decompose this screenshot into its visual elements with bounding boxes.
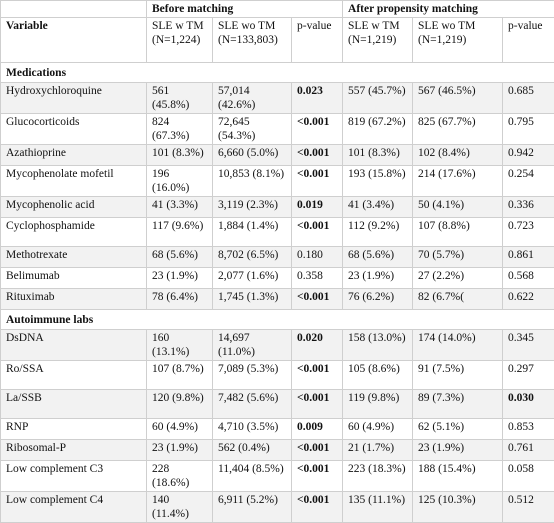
cell-after-pvalue: 0.568 — [503, 268, 554, 289]
cell-after-with-tm: 135 (11.1%) — [343, 492, 413, 523]
cell-before-pvalue: 0.019 — [292, 197, 343, 218]
column-header-before-pvalue: p-value — [292, 18, 343, 63]
cell-after-pvalue: 0.297 — [503, 361, 554, 390]
cell-before-with-tm: 60 (4.9%) — [147, 419, 213, 440]
cell-before-pvalue: <0.001 — [292, 114, 343, 145]
cell-after-without-tm: 91 (7.5%) — [413, 361, 503, 390]
cell-before-with-tm: 41 (3.3%) — [147, 197, 213, 218]
cell-before-without-tm: 8,702 (6.5%) — [213, 247, 292, 268]
cell-after-with-tm: 21 (1.7%) — [343, 440, 413, 461]
cell-before-pvalue: <0.001 — [292, 461, 343, 492]
cell-before-with-tm: 101 (8.3%) — [147, 145, 213, 166]
cell-before-without-tm: 562 (0.4%) — [213, 440, 292, 461]
cell-before-pvalue: <0.001 — [292, 361, 343, 390]
cell-before-with-tm: 78 (6.4%) — [147, 289, 213, 310]
cell-before-with-tm: 160 (13.1%) — [147, 330, 213, 361]
table-row — [1, 197, 554, 218]
cell-after-with-tm: 557 (45.7%) — [343, 83, 413, 114]
cell-before-without-tm: 11,404 (8.5%) — [213, 461, 292, 492]
cell-before-with-tm: 23 (1.9%) — [147, 268, 213, 289]
cell-before-pvalue: 0.180 — [292, 247, 343, 268]
cell-after-pvalue: 0.336 — [503, 197, 554, 218]
cell-before-with-tm: 824 (67.3%) — [147, 114, 213, 145]
cell-after-with-tm: 119 (9.8%) — [343, 390, 413, 419]
cell-before-with-tm: 68 (5.6%) — [147, 247, 213, 268]
cell-before-without-tm: 10,853 (8.1%) — [213, 166, 292, 197]
cell-after-without-tm: 102 (8.4%) — [413, 145, 503, 166]
cell-before-without-tm: 1,884 (1.4%) — [213, 218, 292, 247]
table-row — [1, 461, 554, 492]
cell-before-pvalue: <0.001 — [292, 166, 343, 197]
cell-before-pvalue: 0.358 — [292, 268, 343, 289]
cell-variable: La/SSB — [1, 390, 147, 419]
cell-after-without-tm: 188 (15.4%) — [413, 461, 503, 492]
cell-after-without-tm: 50 (4.1%) — [413, 197, 503, 218]
cell-variable: Mycophenolic acid — [1, 197, 147, 218]
cell-variable: Mycophenolate mofetil — [1, 166, 147, 197]
table-row — [1, 330, 554, 361]
table-row — [1, 218, 554, 247]
table-row — [1, 361, 554, 390]
cell-after-without-tm: 70 (5.7%) — [413, 247, 503, 268]
table-row — [1, 289, 554, 310]
cell-variable: Glucocorticoids — [1, 114, 147, 145]
cell-after-pvalue: 0.761 — [503, 440, 554, 461]
cell-before-pvalue: 0.023 — [292, 83, 343, 114]
cell-variable: Azathioprine — [1, 145, 147, 166]
cell-before-pvalue: 0.020 — [292, 330, 343, 361]
table-row — [1, 83, 554, 114]
column-header-after-with-tm: SLE w TM (N=1,219) — [343, 18, 413, 63]
cell-after-without-tm: 23 (1.9%) — [413, 440, 503, 461]
cell-after-with-tm: 76 (6.2%) — [343, 289, 413, 310]
group-header-before-matching: Before matching — [147, 1, 343, 18]
cell-after-without-tm: 89 (7.3%) — [413, 390, 503, 419]
cell-after-with-tm: 112 (9.2%) — [343, 218, 413, 247]
cell-before-without-tm: 72,645 (54.3%) — [213, 114, 292, 145]
cell-variable: Hydroxychloroquine — [1, 83, 147, 114]
cell-after-pvalue: 0.723 — [503, 218, 554, 247]
header-blank — [1, 1, 147, 18]
cell-after-with-tm: 223 (18.3%) — [343, 461, 413, 492]
table-row — [1, 166, 554, 197]
cell-before-with-tm: 117 (9.6%) — [147, 218, 213, 247]
cell-before-without-tm: 3,119 (2.3%) — [213, 197, 292, 218]
cell-after-without-tm: 82 (6.7%( — [413, 289, 503, 310]
table-row — [1, 419, 554, 440]
section-title: Autoimmune labs — [1, 310, 554, 330]
cell-before-without-tm: 7,482 (5.6%) — [213, 390, 292, 419]
cell-after-with-tm: 158 (13.0%) — [343, 330, 413, 361]
cell-after-pvalue: 0.512 — [503, 492, 554, 523]
cell-after-with-tm: 68 (5.6%) — [343, 247, 413, 268]
cell-before-without-tm: 6,660 (5.0%) — [213, 145, 292, 166]
cell-variable: Methotrexate — [1, 247, 147, 268]
cell-after-pvalue: 0.861 — [503, 247, 554, 268]
table-row — [1, 145, 554, 166]
cell-after-pvalue: 0.942 — [503, 145, 554, 166]
cell-before-pvalue: 0.009 — [292, 419, 343, 440]
group-header-after-matching: After propensity matching — [343, 1, 554, 18]
cell-before-without-tm: 2,077 (1.6%) — [213, 268, 292, 289]
cell-variable: DsDNA — [1, 330, 147, 361]
cell-before-pvalue: <0.001 — [292, 218, 343, 247]
cell-before-without-tm: 4,710 (3.5%) — [213, 419, 292, 440]
cell-after-pvalue: 0.254 — [503, 166, 554, 197]
cell-after-without-tm: 62 (5.1%) — [413, 419, 503, 440]
cell-after-with-tm: 101 (8.3%) — [343, 145, 413, 166]
cell-after-without-tm: 107 (8.8%) — [413, 218, 503, 247]
section-title: Medications — [1, 63, 554, 83]
cell-after-without-tm: 825 (67.7%) — [413, 114, 503, 145]
cell-before-pvalue: <0.001 — [292, 440, 343, 461]
table-row — [1, 440, 554, 461]
cell-variable: Rituximab — [1, 289, 147, 310]
table-row — [1, 492, 554, 523]
cell-variable: Low complement C3 — [1, 461, 147, 492]
cell-after-without-tm: 125 (10.3%) — [413, 492, 503, 523]
cell-after-pvalue: 0.795 — [503, 114, 554, 145]
cell-before-pvalue: <0.001 — [292, 145, 343, 166]
cell-before-with-tm: 228 (18.6%) — [147, 461, 213, 492]
cell-variable: Ribosomal-P — [1, 440, 147, 461]
cell-after-pvalue: 0.622 — [503, 289, 554, 310]
column-header-before-with-tm: SLE w TM (N=1,224) — [147, 18, 213, 63]
cell-variable: Belimumab — [1, 268, 147, 289]
cell-after-with-tm: 819 (67.2%) — [343, 114, 413, 145]
cell-before-with-tm: 120 (9.8%) — [147, 390, 213, 419]
table-row — [1, 247, 554, 268]
cell-before-with-tm: 107 (8.7%) — [147, 361, 213, 390]
cell-after-pvalue: 0.058 — [503, 461, 554, 492]
cell-before-pvalue: <0.001 — [292, 390, 343, 419]
column-header-variable: Variable — [1, 18, 147, 63]
cell-before-without-tm: 14,697 (11.0%) — [213, 330, 292, 361]
cell-after-pvalue: 0.853 — [503, 419, 554, 440]
column-header-before-without-tm: SLE wo TM (N=133,803) — [213, 18, 292, 63]
cell-variable: Cyclophosphamide — [1, 218, 147, 247]
cell-after-pvalue: 0.345 — [503, 330, 554, 361]
section-row — [1, 310, 554, 330]
column-header-after-without-tm: SLE wo TM (N=1,219) — [413, 18, 503, 63]
cell-before-with-tm: 140 (11.4%) — [147, 492, 213, 523]
cell-variable: Ro/SSA — [1, 361, 147, 390]
cell-after-without-tm: 214 (17.6%) — [413, 166, 503, 197]
table-row — [1, 390, 554, 419]
column-header-after-pvalue: p-value — [503, 18, 554, 63]
cell-before-with-tm: 196 (16.0%) — [147, 166, 213, 197]
cell-before-without-tm: 57,014 (42.6%) — [213, 83, 292, 114]
cell-after-with-tm: 41 (3.4%) — [343, 197, 413, 218]
cell-after-with-tm: 105 (8.6%) — [343, 361, 413, 390]
cell-after-with-tm: 23 (1.9%) — [343, 268, 413, 289]
table-row — [1, 114, 554, 145]
cell-after-without-tm: 27 (2.2%) — [413, 268, 503, 289]
cell-before-with-tm: 23 (1.9%) — [147, 440, 213, 461]
cell-before-with-tm: 561 (45.8%) — [147, 83, 213, 114]
table-body — [1, 63, 554, 523]
cell-before-without-tm: 6,911 (5.2%) — [213, 492, 292, 523]
cell-after-pvalue: 0.030 — [503, 390, 554, 419]
cell-before-pvalue: <0.001 — [292, 289, 343, 310]
cell-after-without-tm: 174 (14.0%) — [413, 330, 503, 361]
cell-after-pvalue: 0.685 — [503, 83, 554, 114]
cell-after-without-tm: 567 (46.5%) — [413, 83, 503, 114]
cell-before-without-tm: 1,745 (1.3%) — [213, 289, 292, 310]
table-row — [1, 268, 554, 289]
cell-after-with-tm: 60 (4.9%) — [343, 419, 413, 440]
cell-variable: Low complement C4 — [1, 492, 147, 523]
cell-variable: RNP — [1, 419, 147, 440]
cell-before-pvalue: <0.001 — [292, 492, 343, 523]
section-row — [1, 63, 554, 83]
cell-after-with-tm: 193 (15.8%) — [343, 166, 413, 197]
cell-before-without-tm: 7,089 (5.3%) — [213, 361, 292, 390]
